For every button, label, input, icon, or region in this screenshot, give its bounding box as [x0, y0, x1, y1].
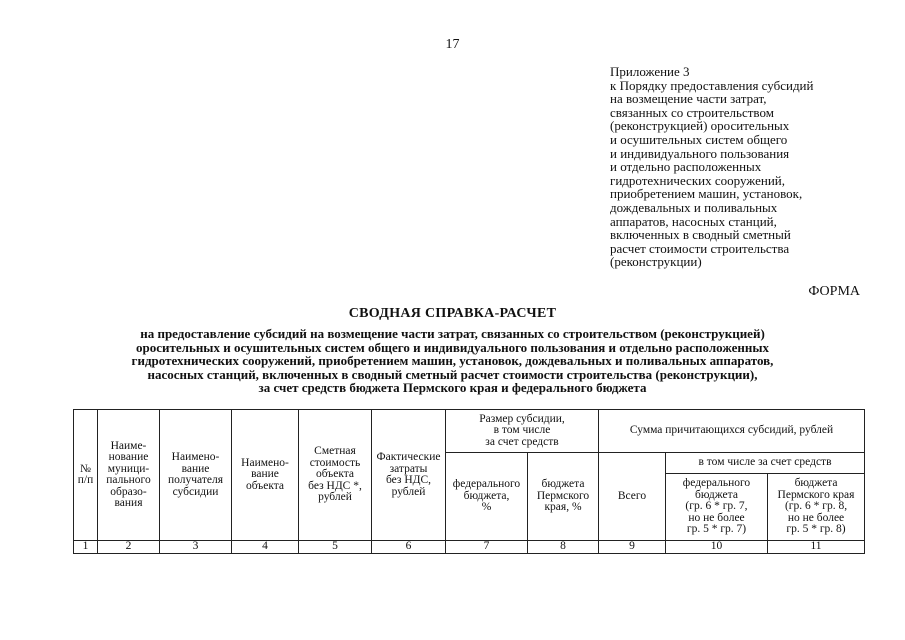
appendix-line: к Порядку предоставления субсидий	[610, 77, 814, 93]
header-actual-costs: Фактические затраты без НДС, рублей	[372, 410, 446, 541]
header-estimated-cost: Сметная стоимость объекта без НДС *, рублей	[299, 410, 372, 541]
appendix-line: связанных со строительством	[610, 104, 774, 120]
subtitle-line: на предоставление субсидий на возмещение части затрат, связанных со строительством (реконструкцией)	[140, 326, 765, 341]
subtitle-line: за счет средств бюджета Пермского края и федерального бюджета	[258, 380, 647, 395]
appendix-line: и индивидуального пользования	[610, 145, 790, 161]
document-subtitle	[60, 327, 845, 395]
appendix-line: и отдельно расположенных	[610, 159, 762, 175]
appendix-line: расчет стоимости строительства	[610, 240, 790, 256]
header-row-number: № п/п	[74, 410, 98, 541]
subtitle-line: оросительных и осушительных систем общего и индивидуального пользования и отдельно расположенных	[136, 339, 769, 355]
header-federal-sum: федерального бюджета (гр. 6 * гр. 7, но не более гр. 5 * гр. 7)	[666, 474, 768, 541]
appendix-line: и осушительных систем общего	[610, 131, 788, 147]
appendix-line: Приложение 3	[610, 64, 690, 79]
subsidy-calculation-table	[73, 409, 865, 554]
header-regional-sum: бюджета Пермского края (гр. 6 * гр. 8, но не более гр. 5 * гр. 8)	[768, 474, 865, 541]
appendix-line: (реконструкцией) оросительных	[610, 118, 790, 134]
column-number: 8	[528, 541, 599, 554]
header-federal-percent: федерального бюджета, %	[446, 453, 528, 541]
column-number: 11	[768, 541, 865, 554]
column-number: 10	[666, 541, 768, 554]
document-title: СВОДНАЯ СПРАВКА-РАСЧЕТ	[348, 306, 557, 321]
appendix-line: (реконструкции)	[610, 254, 702, 270]
appendix-block	[610, 65, 870, 269]
header-subsidy-sum-group: Сумма причитающихся субсидий, рублей	[599, 410, 865, 453]
appendix-line: включенных в сводный сметный	[610, 227, 791, 243]
appendix-line: аппаратов, насосных станций,	[610, 213, 777, 229]
column-number: 4	[232, 541, 299, 554]
column-number: 9	[599, 541, 666, 554]
header-including-group: в том числе за счет средств	[666, 453, 865, 474]
column-number: 5	[299, 541, 372, 554]
header-object: Наимено- вание объекта	[232, 410, 299, 541]
appendix-line: гидротехнических сооружений,	[610, 172, 785, 188]
subtitle-line: насосных станций, включенных в сводный сметный расчет стоимости строительства (реконструкции),	[147, 366, 758, 382]
header-regional-percent: бюджета Пермского края, %	[528, 453, 599, 541]
appendix-line: приобретением машин, установок,	[610, 186, 803, 202]
appendix-line: дождевальных и поливальных	[610, 199, 778, 215]
column-number: 7	[446, 541, 528, 554]
header-subsidy-size-group: Размер субсидии, в том числе за счет средств	[446, 410, 599, 453]
page-number: 17	[445, 37, 460, 52]
header-municipality: Наиме- нование муници- пального образо- вания	[98, 410, 160, 541]
header-recipient: Наимено- вание получателя субсидии	[160, 410, 232, 541]
column-number: 6	[372, 541, 446, 554]
appendix-line: на возмещение части затрат,	[610, 91, 767, 107]
column-number: 3	[160, 541, 232, 554]
header-total: Всего	[599, 453, 666, 541]
form-label: ФОРМА	[808, 284, 860, 299]
column-number: 2	[98, 541, 160, 554]
column-number: 1	[74, 541, 98, 554]
subtitle-line: гидротехнических сооружений, приобретением машин, установок, дождевальных и поливальных аппаратов,	[131, 353, 774, 368]
